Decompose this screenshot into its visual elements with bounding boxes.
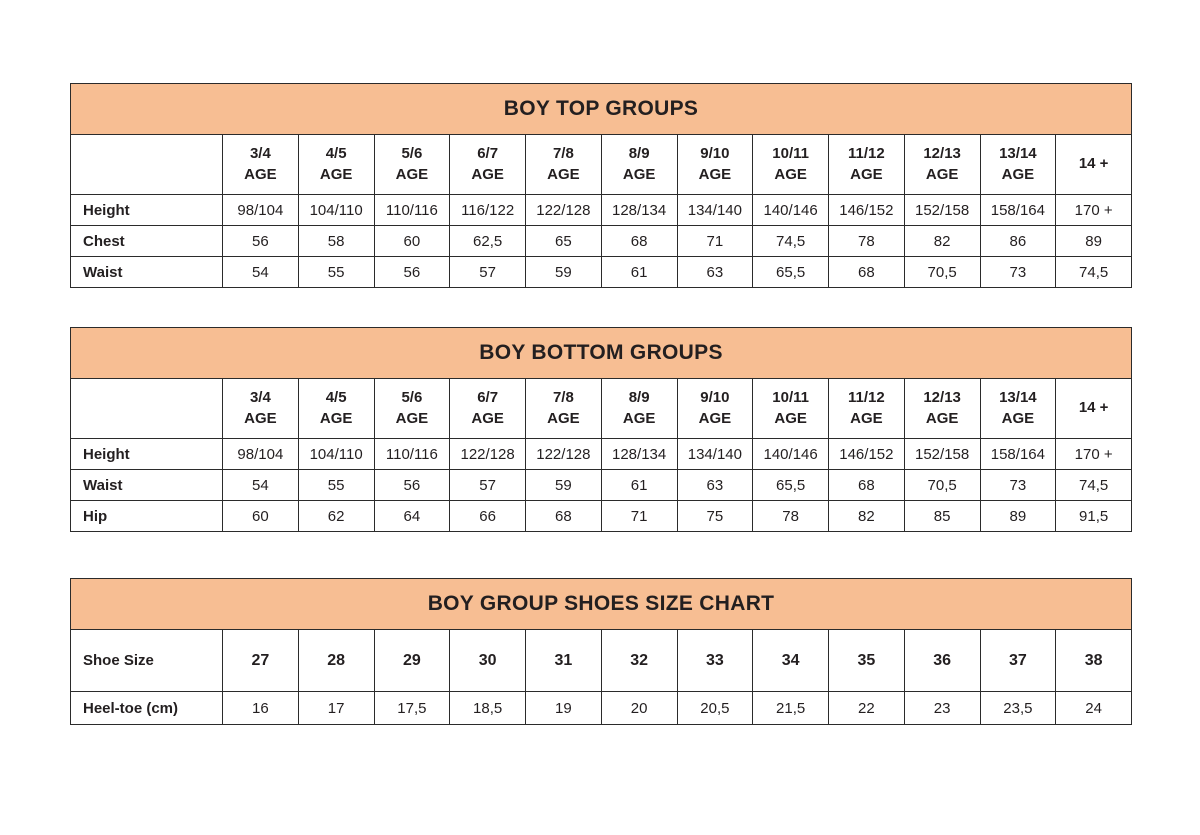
row-label: Waist [71,470,223,501]
table-title: BOY TOP GROUPS [71,84,1132,135]
table-title-row [71,579,1132,630]
value-cell: 36 [904,630,980,692]
value-cell: 30 [450,630,526,692]
data-row-waist [71,470,1132,501]
value-cell: 85 [904,501,980,532]
age-header-cell: 8/9 AGE [601,135,677,195]
value-cell: 146/152 [829,195,905,226]
age-header-cell: 6/7 AGE [450,135,526,195]
value-cell: 71 [601,501,677,532]
age-header-cell: 11/12 AGE [829,135,905,195]
value-cell: 74,5 [1056,257,1132,288]
value-cell: 70,5 [904,257,980,288]
value-cell: 122/128 [450,439,526,470]
corner-cell [71,379,223,439]
age-header-cell: 12/13 AGE [904,379,980,439]
data-row-waist [71,257,1132,288]
age-header-cell: 4/5 AGE [298,135,374,195]
data-row-height [71,439,1132,470]
age-header-cell: 3/4 AGE [223,135,299,195]
data-row-hip [71,501,1132,532]
value-cell: 33 [677,630,753,692]
age-header-cell: 9/10 AGE [677,135,753,195]
value-cell: 152/158 [904,195,980,226]
value-cell: 23 [904,692,980,725]
value-cell: 58 [298,226,374,257]
age-header-cell: 7/8 AGE [526,379,602,439]
value-cell: 71 [677,226,753,257]
value-cell: 57 [450,257,526,288]
value-cell: 170 + [1056,439,1132,470]
row-label: Chest [71,226,223,257]
age-header-cell: 8/9 AGE [601,379,677,439]
value-cell: 32 [601,630,677,692]
table-title-row [71,84,1132,135]
value-cell: 66 [450,501,526,532]
value-cell: 38 [1056,630,1132,692]
row-label: Height [71,195,223,226]
value-cell: 110/116 [374,439,450,470]
row-label: Waist [71,257,223,288]
age-header-cell: 14 + [1056,135,1132,195]
age-header-cell: 13/14 AGE [980,379,1056,439]
value-cell: 91,5 [1056,501,1132,532]
value-cell: 158/164 [980,195,1056,226]
value-cell: 134/140 [677,439,753,470]
value-cell: 19 [526,692,602,725]
value-cell: 55 [298,257,374,288]
table-title: BOY BOTTOM GROUPS [71,328,1132,379]
value-cell: 56 [374,470,450,501]
value-cell: 20 [601,692,677,725]
age-header-cell: 13/14 AGE [980,135,1056,195]
value-cell: 31 [526,630,602,692]
value-cell: 60 [374,226,450,257]
value-cell: 98/104 [223,195,299,226]
value-cell: 68 [601,226,677,257]
age-header-cell: 14 + [1056,379,1132,439]
table-title: BOY GROUP SHOES SIZE CHART [71,579,1132,630]
table-title-row [71,328,1132,379]
value-cell: 54 [223,257,299,288]
value-cell: 17 [298,692,374,725]
data-row-heel-toe-cm- [71,692,1132,725]
value-cell: 73 [980,470,1056,501]
value-cell: 128/134 [601,195,677,226]
row-label: Height [71,439,223,470]
age-header-cell: 3/4 AGE [223,379,299,439]
boy-top-groups-table [70,83,1132,288]
value-cell: 63 [677,470,753,501]
value-cell: 56 [374,257,450,288]
value-cell: 110/116 [374,195,450,226]
value-cell: 20,5 [677,692,753,725]
age-header-cell: 12/13 AGE [904,135,980,195]
value-cell: 60 [223,501,299,532]
boy-bottom-groups-table [70,327,1132,532]
value-cell: 63 [677,257,753,288]
value-cell: 68 [526,501,602,532]
row-label: Shoe Size [71,630,223,692]
value-cell: 37 [980,630,1056,692]
value-cell: 35 [829,630,905,692]
value-cell: 18,5 [450,692,526,725]
age-header-row [71,135,1132,195]
age-header-cell: 10/11 AGE [753,135,829,195]
value-cell: 170 + [1056,195,1132,226]
value-cell: 62 [298,501,374,532]
value-cell: 140/146 [753,195,829,226]
corner-cell [71,135,223,195]
value-cell: 34 [753,630,829,692]
value-cell: 61 [601,470,677,501]
value-cell: 140/146 [753,439,829,470]
value-cell: 82 [829,501,905,532]
row-label: Hip [71,501,223,532]
value-cell: 21,5 [753,692,829,725]
value-cell: 122/128 [526,439,602,470]
value-cell: 55 [298,470,374,501]
value-cell: 56 [223,226,299,257]
value-cell: 158/164 [980,439,1056,470]
value-cell: 73 [980,257,1056,288]
value-cell: 74,5 [753,226,829,257]
value-cell: 65 [526,226,602,257]
age-header-cell: 9/10 AGE [677,379,753,439]
age-header-cell: 5/6 AGE [374,135,450,195]
value-cell: 78 [753,501,829,532]
value-cell: 89 [980,501,1056,532]
age-header-row [71,379,1132,439]
value-cell: 134/140 [677,195,753,226]
value-cell: 16 [223,692,299,725]
age-header-cell: 5/6 AGE [374,379,450,439]
value-cell: 59 [526,257,602,288]
value-cell: 116/122 [450,195,526,226]
value-cell: 24 [1056,692,1132,725]
value-cell: 68 [829,470,905,501]
age-header-cell: 6/7 AGE [450,379,526,439]
value-cell: 61 [601,257,677,288]
value-cell: 65,5 [753,257,829,288]
value-cell: 54 [223,470,299,501]
age-header-cell: 10/11 AGE [753,379,829,439]
age-header-cell: 4/5 AGE [298,379,374,439]
value-cell: 104/110 [298,195,374,226]
value-cell: 62,5 [450,226,526,257]
value-cell: 23,5 [980,692,1056,725]
value-cell: 22 [829,692,905,725]
value-cell: 17,5 [374,692,450,725]
age-header-cell: 11/12 AGE [829,379,905,439]
value-cell: 86 [980,226,1056,257]
value-cell: 104/110 [298,439,374,470]
value-cell: 27 [223,630,299,692]
boy-shoes-size-table [70,578,1132,725]
row-label: Heel-toe (cm) [71,692,223,725]
value-cell: 146/152 [829,439,905,470]
data-row-chest [71,226,1132,257]
value-cell: 78 [829,226,905,257]
value-cell: 89 [1056,226,1132,257]
value-cell: 75 [677,501,753,532]
data-row-shoe-size [71,630,1132,692]
age-header-cell: 7/8 AGE [526,135,602,195]
value-cell: 98/104 [223,439,299,470]
value-cell: 57 [450,470,526,501]
value-cell: 122/128 [526,195,602,226]
value-cell: 64 [374,501,450,532]
value-cell: 65,5 [753,470,829,501]
value-cell: 152/158 [904,439,980,470]
data-row-height [71,195,1132,226]
value-cell: 128/134 [601,439,677,470]
value-cell: 59 [526,470,602,501]
value-cell: 74,5 [1056,470,1132,501]
value-cell: 82 [904,226,980,257]
value-cell: 68 [829,257,905,288]
value-cell: 70,5 [904,470,980,501]
value-cell: 29 [374,630,450,692]
value-cell: 28 [298,630,374,692]
